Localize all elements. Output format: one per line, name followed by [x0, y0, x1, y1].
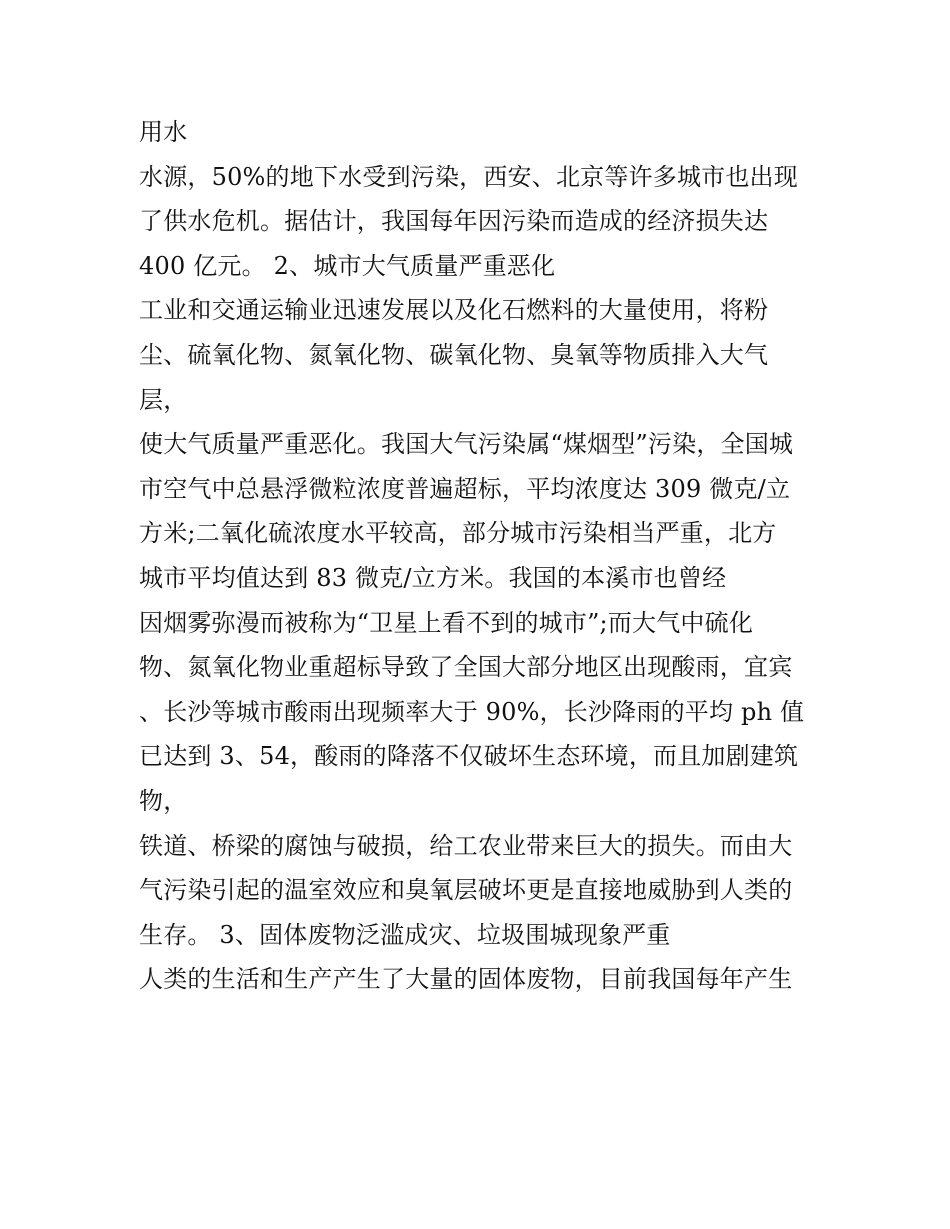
text-line: 层， — [139, 385, 188, 414]
text-line: 物， — [139, 786, 188, 815]
text-line: 使大气质量严重恶化。我国大气污染属“煤烟型”污染，全国城 — [139, 430, 794, 459]
text-line: 了供水危机。据估计，我国每年因污染而造成的经济损失达 — [139, 207, 769, 236]
text-line: 人类的生活和生产产生了大量的固体废物，目前我国每年产生 — [139, 965, 793, 994]
text-line: 因烟雾弥漫而被称为“卫星上看不到的城市”;而大气中硫化 — [139, 608, 754, 637]
text-line: 气污染引起的温室效应和臭氧层破坏更是直接地威胁到人类的 — [139, 876, 793, 905]
text-line: 铁道、桥梁的腐蚀与破损，给工农业带来巨大的损失。而由大 — [139, 831, 793, 860]
text-line: 用水 — [139, 118, 188, 146]
text-line: 方米;二氧化硫浓度水平较高，部分城市污染相当严重，北方 — [139, 519, 777, 548]
document-body — [139, 110, 829, 1002]
text-line: 、长沙等城市酸雨出现频率大于 90%，长沙降雨的平均 ph 值 — [139, 697, 805, 726]
text-line: 生存。 3、固体废物泛滥成灾、垃圾围城现象严重 — [139, 920, 671, 949]
text-line: 市空气中总悬浮微粒浓度普遍超标，平均浓度达 309 微克/立 — [139, 474, 791, 503]
text-line: 水源，50%的地下水受到污染，西安、北京等许多城市也出现 — [139, 162, 798, 191]
text-line: 400 亿元。 2、城市大气质量严重恶化 — [139, 251, 556, 280]
text-line: 物、氮氧化物业重超标导致了全国大部分地区出现酸雨，宜宾 — [139, 653, 793, 682]
text-line: 尘、硫氧化物、氮氧化物、碳氧化物、臭氧等物质排入大气 — [139, 340, 769, 369]
text-line: 工业和交通运输业迅速发展以及化石燃料的大量使用，将粉 — [139, 296, 769, 325]
text-line: 已达到 3、54，酸雨的降落不仅破坏生态环境，而且加剧建筑 — [139, 742, 799, 771]
text-line: 城市平均值达到 83 微克/立方米。我国的本溪市也曾经 — [139, 563, 727, 592]
